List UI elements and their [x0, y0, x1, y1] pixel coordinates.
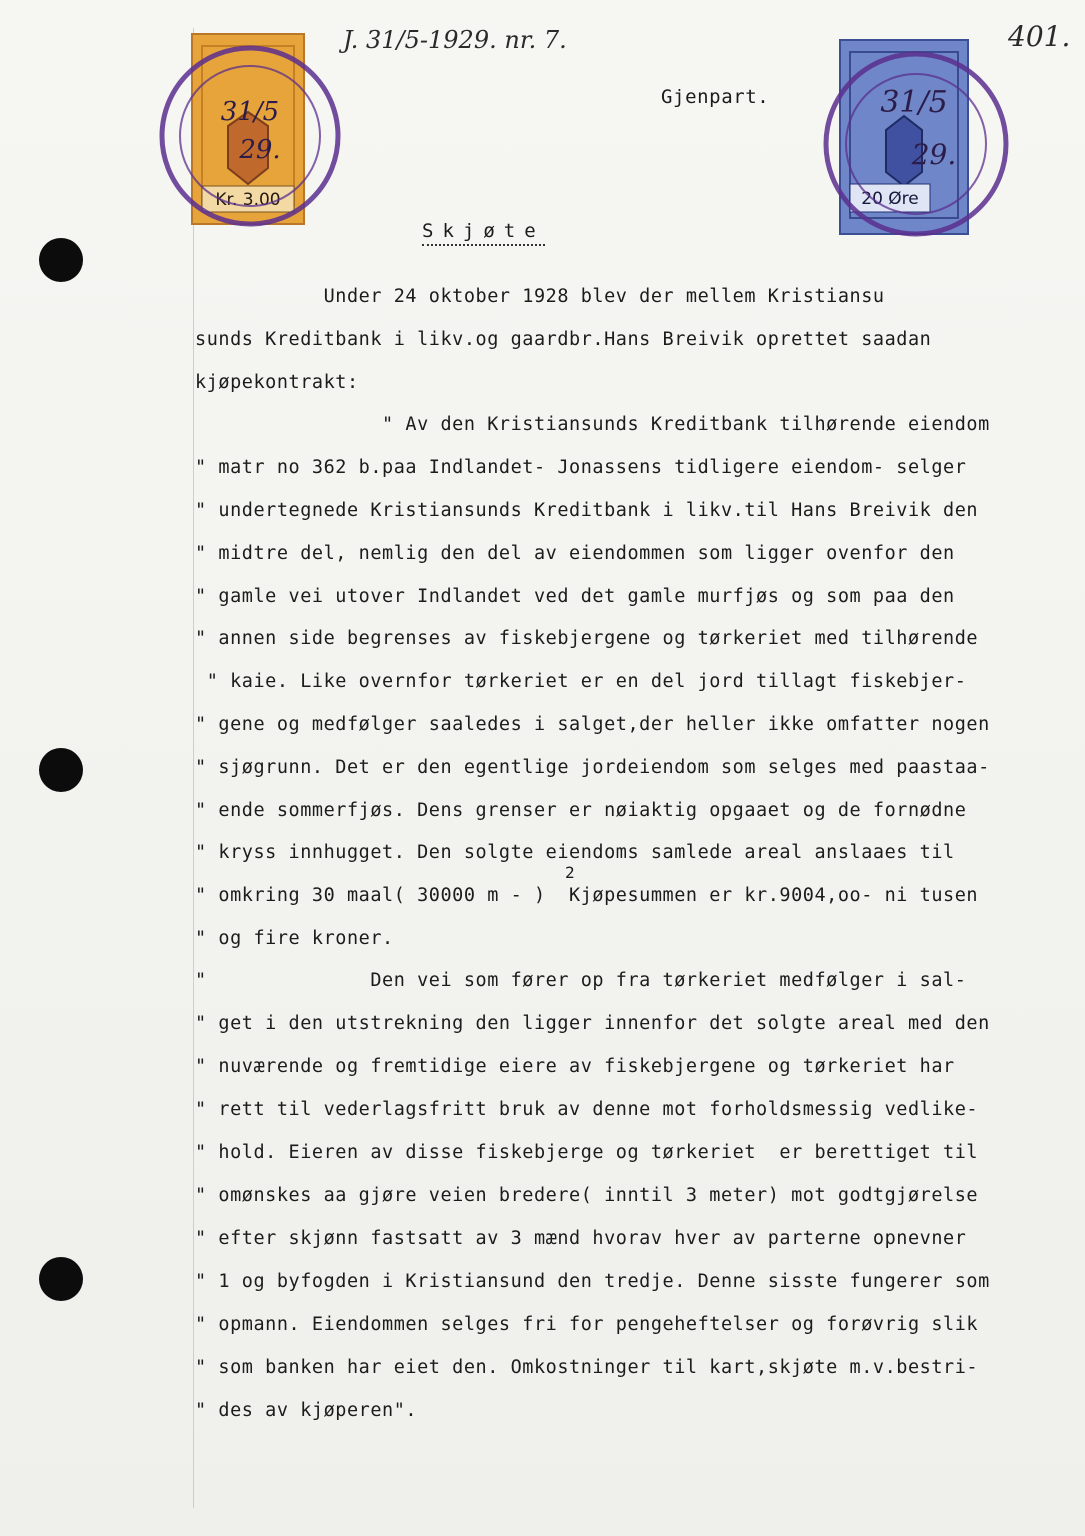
body-line: " og fire kroner. — [195, 928, 394, 949]
stamp-right-date-day: 31/5 — [880, 85, 948, 120]
body-line: " Av den Kristiansunds Kreditbank tilhørende eiendom — [195, 414, 990, 435]
body-line: " som banken har eiet den. Omkostninger til kart,skjøte m.v.bestri- — [195, 1357, 979, 1378]
body-line: " rett til vederlagsfritt bruk av denne mot forholdsmessig vedlike- — [195, 1099, 979, 1120]
body-line: " get i den utstrekning den ligger innenfor det solgte areal med den — [195, 1013, 990, 1034]
punch-hole-top — [39, 238, 83, 282]
stamp-left-date-year: 29. — [239, 135, 281, 165]
body-line: " undertegnede Kristiansunds Kreditbank i likv.til Hans Breivik den — [195, 500, 979, 521]
body-line: " des av kjøperen". — [195, 1400, 418, 1421]
body-line: Under 24 oktober 1928 blev der mellem Kristiansu — [195, 286, 885, 307]
body-line: " ende sommerfjøs. Dens grenser er nøiaktig opgaaet og de fornødne — [195, 800, 967, 821]
stamp-right-value: 20 Øre — [861, 189, 919, 209]
body-line: " gene og medfølger saaledes i salget,der heller ikke omfatter nogen — [195, 714, 990, 735]
body-line: " kaie. Like overnfor tørkeriet er en del jord tillagt fiskebjer- — [195, 671, 967, 692]
body-line: " annen side begrenses av fiskebjergene og tørkeriet med tilhørende — [195, 628, 979, 649]
body-line: " midtre del, nemlig den del av eiendommen som ligger ovenfor den — [195, 543, 955, 564]
stamp-left-date-day: 31/5 — [220, 97, 280, 127]
body-line: " kryss innhugget. Den solgte eiendoms samlede areal anslaaes til — [195, 842, 955, 863]
body-line: " hold. Eieren av disse fiskebjerge og tørkeriet er berettiget til — [195, 1142, 979, 1163]
stamp-right-date-year: 29. — [911, 138, 957, 171]
revenue-stamp-right — [818, 36, 1018, 246]
punch-hole-middle — [39, 748, 83, 792]
body-line: kjøpekontrakt: — [195, 372, 359, 393]
body-line: " opmann. Eiendommen selges fri for pengeheftelser og forøvrig slik — [195, 1314, 979, 1335]
margin-rule — [193, 28, 194, 1508]
body-line: " matr no 362 b.paa Indlandet- Jonassens tidligere eiendom- selger — [195, 457, 967, 478]
body-line: " omkring 30 maal( 30000 m - ) Kjøpesummen er kr.9004,oo- ni tusen — [195, 885, 979, 906]
body-line: " sjøgrunn. Det er den egentlige jordeiendom som selges med paastaa- — [195, 757, 990, 778]
area-superscript: 2 — [565, 863, 576, 882]
handwritten-date-note: J. 31/5-1929. nr. 7. — [343, 26, 567, 54]
body-line: sunds Kreditbank i likv.og gaardbr.Hans Breivik oprettet saadan — [195, 329, 932, 350]
body-line: " 1 og byfogden i Kristiansund den tredje. Denne sisste fungerer som — [195, 1271, 990, 1292]
stamp-left-value: Kr. 3.00 — [215, 190, 281, 210]
page-number: 401. — [1008, 20, 1071, 53]
revenue-stamp-left — [150, 28, 350, 248]
body-line: " gamle vei utover Indlandet ved det gamle murfjøs og som paa den — [195, 586, 955, 607]
body-line: " efter skjønn fastsatt av 3 mænd hvorav hver av parterne opnevner — [195, 1228, 967, 1249]
document-title: Skjøte — [422, 220, 545, 246]
body-line: " Den vei som fører op fra tørkeriet medfølger i sal- — [195, 970, 967, 991]
body-line: " nuværende og fremtidige eiere av fiskebjergene og tørkeriet har — [195, 1056, 955, 1077]
body-line: " omønskes aa gjøre veien bredere( inntil 3 meter) mot godtgjørelse — [195, 1185, 979, 1206]
punch-hole-bottom — [39, 1257, 83, 1301]
copy-label: Gjenpart. — [661, 86, 770, 108]
